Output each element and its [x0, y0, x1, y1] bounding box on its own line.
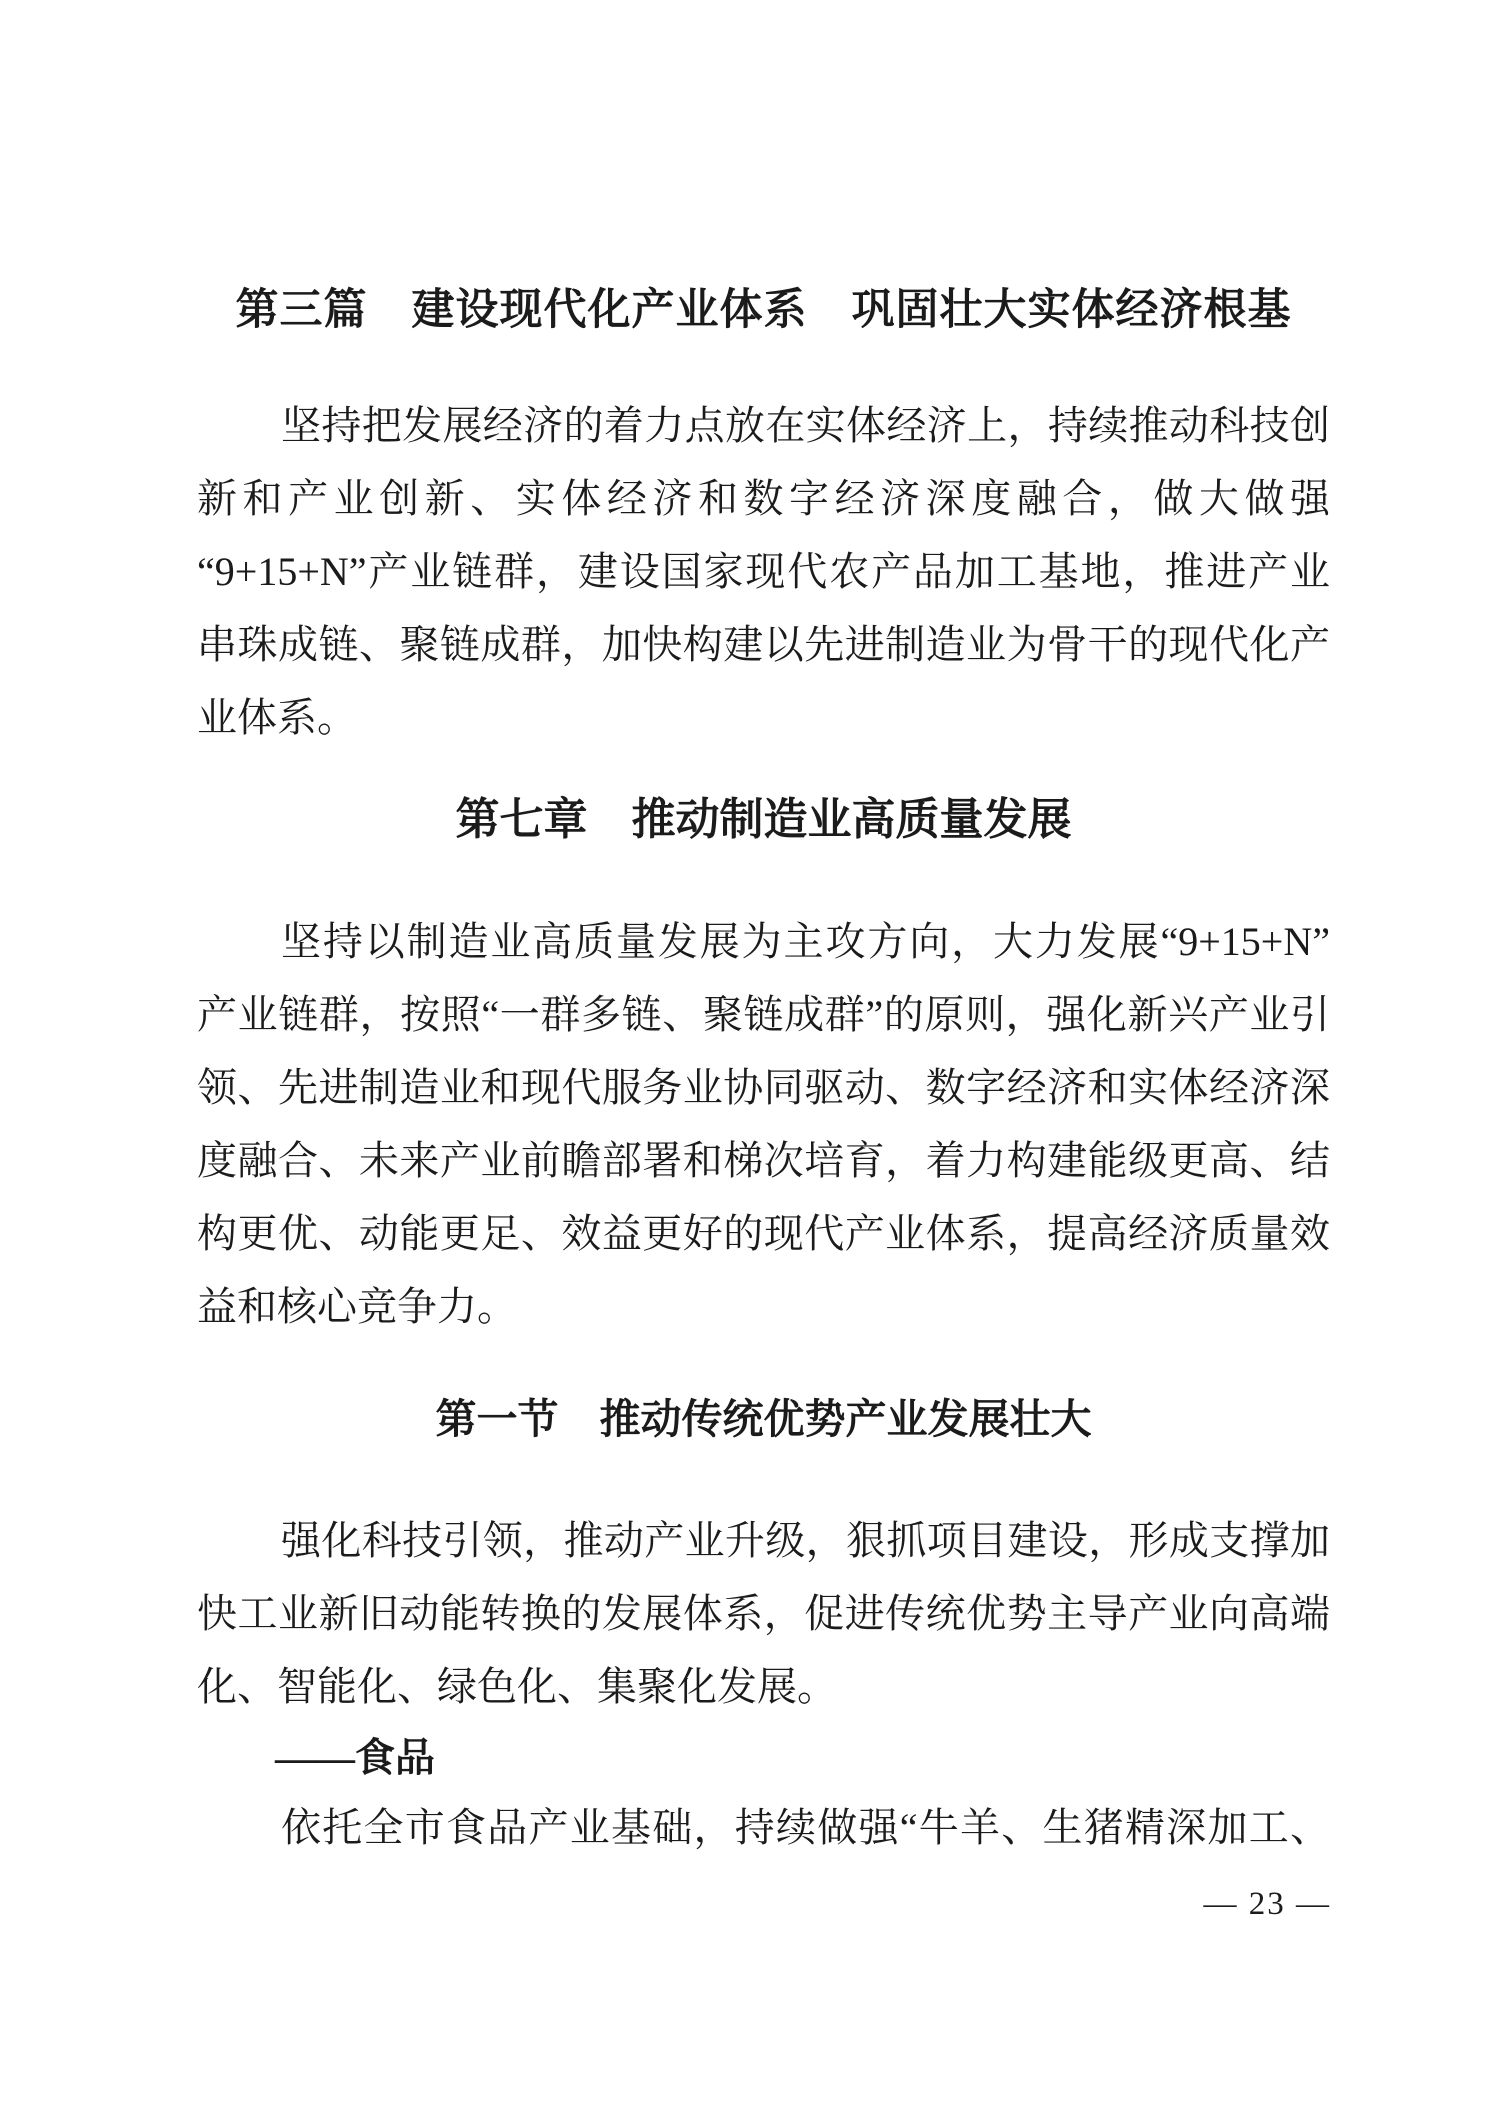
- paragraph-line: 新和产业创新、实体经济和数字经济深度融合，做大做强: [197, 476, 1330, 521]
- paragraph-line: 快工业新旧动能转换的发展体系，促进传统优势主导产业向高端: [197, 1591, 1330, 1636]
- paragraph-line: 强化科技引领，推动产业升级，狠抓项目建设，形成支撑加: [281, 1518, 1330, 1563]
- paragraph-line: 坚持以制造业高质量发展为主攻方向，大力发展“9+15+N”: [281, 919, 1330, 964]
- chapter-title: 第七章 推动制造业高质量发展: [455, 795, 1072, 844]
- page-number: — 23 —: [1203, 1886, 1331, 1922]
- paragraph-line: 坚持把发展经济的着力点放在实体经济上，持续推动科技创: [281, 403, 1330, 448]
- paragraph-4: [197, 1793, 1330, 1863]
- paragraph-line: 益和核心竞争力。: [197, 1284, 517, 1329]
- section-title: 第一节 推动传统优势产业发展壮大: [435, 1396, 1092, 1442]
- paragraph-line: 构更优、动能更足、效益更好的现代产业体系，提高经济质量效: [197, 1211, 1330, 1256]
- paragraph-3: [197, 1504, 1330, 1723]
- paragraph-1: [197, 389, 1330, 754]
- part-title: 第三篇 建设现代化产业体系 巩固壮大实体经济根基: [235, 286, 1292, 334]
- paragraph-line: 串珠成链、聚链成群，加快构建以先进制造业为骨干的现代化产: [197, 622, 1330, 667]
- paragraph-line: 产业链群，按照“一群多链、聚链成群”的原则，强化新兴产业引: [197, 992, 1330, 1037]
- paragraph-line: 化、智能化、绿色化、集聚化发展。: [197, 1664, 837, 1709]
- paragraph-line: “9+15+N”产业链群，建设国家现代农产品加工基地，推进产业: [197, 549, 1330, 594]
- subsection-heading-food: ——食品: [275, 1735, 435, 1780]
- paragraph-2: [197, 905, 1330, 1343]
- paragraph-line: 业体系。: [197, 695, 357, 740]
- paragraph-line: 领、先进制造业和现代服务业协同驱动、数字经济和实体经济深: [197, 1065, 1330, 1110]
- paragraph-line: 度融合、未来产业前瞻部署和梯次培育，着力构建能级更高、结: [197, 1138, 1330, 1183]
- paragraph-line: 依托全市食品产业基础，持续做强“牛羊、生猪精深加工、: [281, 1805, 1330, 1850]
